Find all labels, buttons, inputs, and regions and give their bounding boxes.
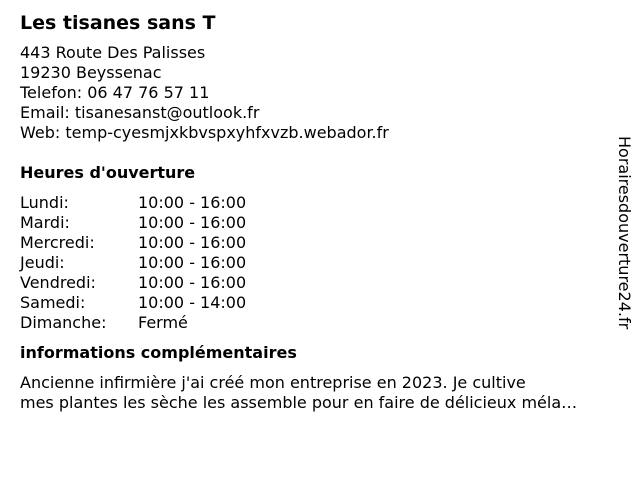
- hours-row-saturday: [20, 293, 610, 313]
- hours-row-thursday: [20, 253, 610, 273]
- hours-day: Mercredi:: [20, 233, 95, 252]
- hours-time: 10:00 - 16:00: [138, 213, 247, 232]
- hours-time: 10:00 - 16:00: [138, 253, 247, 272]
- address-line-2: 19230 Beyssenac: [20, 63, 162, 82]
- hours-row-tuesday: [20, 213, 610, 233]
- hours-time: 10:00 - 14:00: [138, 293, 247, 312]
- business-name: Les tisanes sans T: [20, 12, 216, 34]
- additional-info-text: [20, 373, 620, 413]
- additional-info-title: informations complémentaires: [20, 343, 297, 362]
- hours-day: Samedi:: [20, 293, 86, 312]
- additional-info-line-1: Ancienne infirmière j'ai créé mon entreprise en 2023. Je cultive: [20, 373, 526, 392]
- hours-day: Vendredi:: [20, 273, 96, 292]
- phone-number: Telefon: 06 47 76 57 11: [20, 83, 210, 102]
- hours-day: Mardi:: [20, 213, 70, 232]
- additional-info-line-2: mes plantes les sèche les assemble pour en faire de délicieux méla…: [20, 393, 578, 412]
- business-card: [20, 11, 610, 413]
- site-watermark: Horairesdouverture24.fr: [615, 136, 634, 330]
- hours-time: 10:00 - 16:00: [138, 193, 247, 212]
- hours-time: 10:00 - 16:00: [138, 233, 247, 252]
- hours-row-monday: [20, 193, 610, 213]
- hours-day: Dimanche:: [20, 313, 107, 332]
- hours-time: 10:00 - 16:00: [138, 273, 247, 292]
- opening-hours-title: Heures d'ouverture: [20, 163, 196, 182]
- email-address: Email: tisanesanst@outlook.fr: [20, 103, 260, 122]
- hours-row-friday: [20, 273, 610, 293]
- hours-day: Jeudi:: [20, 253, 65, 272]
- hours-time: Fermé: [138, 313, 188, 332]
- hours-day: Lundi:: [20, 193, 69, 212]
- address-line-1: 443 Route Des Palisses: [20, 43, 206, 62]
- hours-row-sunday: [20, 313, 610, 333]
- website-address: Web: temp-cyesmjxkbvspxyhfxvzb.webador.fr: [20, 123, 389, 142]
- hours-row-wednesday: [20, 233, 610, 253]
